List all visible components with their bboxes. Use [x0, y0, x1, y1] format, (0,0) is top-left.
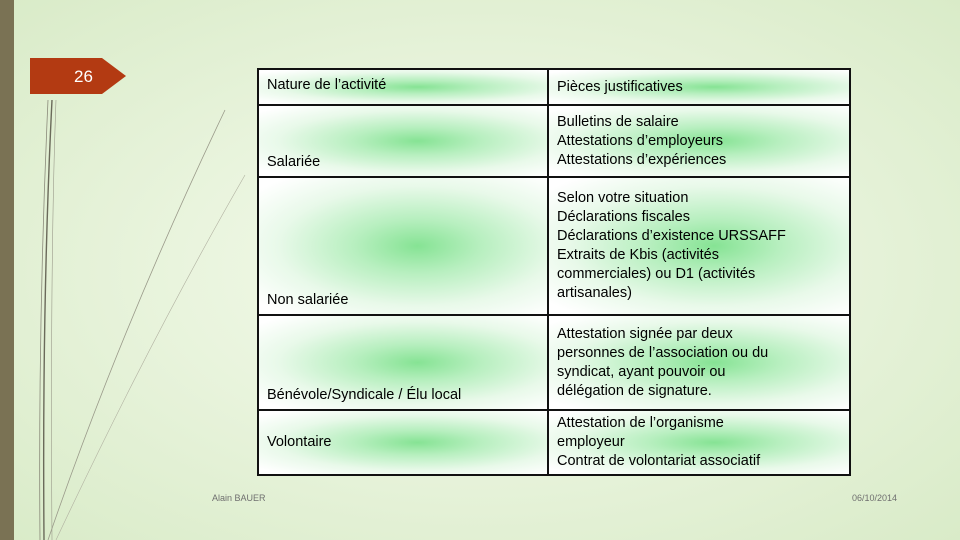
table-row — [258, 177, 850, 315]
pieces-cell — [548, 177, 850, 315]
pieces-line: Bulletins de salaire — [557, 113, 679, 130]
footer-date: 06/10/2014 — [852, 493, 898, 503]
pieces-line: employeur — [557, 434, 625, 450]
nature-cell: Salariée — [258, 105, 548, 177]
decor-line — [52, 100, 57, 540]
pieces-line: Attestations d’employeurs — [557, 132, 724, 149]
pieces-line: délégation de signature. — [557, 382, 712, 399]
pieces-line: Attestation signée par deux — [557, 325, 733, 342]
header-pieces: Pièces justificatives — [548, 69, 850, 105]
pieces-line: personnes de l’association ou du — [557, 344, 769, 361]
pieces-line: Attestations d’expériences — [557, 151, 727, 168]
documents-table — [257, 68, 851, 476]
pieces-line: syndicat, ayant pouvoir ou — [557, 363, 726, 380]
pieces-line: artisanales) — [557, 285, 632, 301]
table-row — [258, 105, 850, 177]
pieces-cell — [548, 315, 850, 410]
pieces-line: Déclarations fiscales — [557, 209, 690, 225]
pieces-line: Selon votre situation — [557, 190, 689, 206]
decor-line — [56, 175, 245, 540]
nature-cell: Bénévole/Syndicale / Élu local — [258, 315, 548, 410]
pieces-cell — [548, 105, 850, 177]
nature-cell: Non salariée — [258, 177, 548, 315]
table-row — [258, 410, 850, 475]
footer-author: Alain BAUER — [212, 493, 266, 503]
decor-line — [48, 110, 225, 540]
nature-cell: Volontaire — [258, 410, 548, 475]
pieces-line: Contrat de volontariat associatif — [557, 453, 761, 469]
pieces-line: commerciales) ou D1 (activités — [557, 266, 756, 282]
slide-number: 26 — [74, 67, 93, 86]
pieces-line: Extraits de Kbis (activités — [557, 247, 719, 263]
table-row — [258, 315, 850, 410]
table-header-row — [258, 69, 850, 105]
header-nature: Nature de l’activité — [258, 69, 548, 105]
pieces-line: Déclarations d’existence URSSAFF — [557, 228, 786, 244]
pieces-cell — [548, 410, 850, 475]
pieces-line: Attestation de l’organisme — [557, 415, 724, 431]
